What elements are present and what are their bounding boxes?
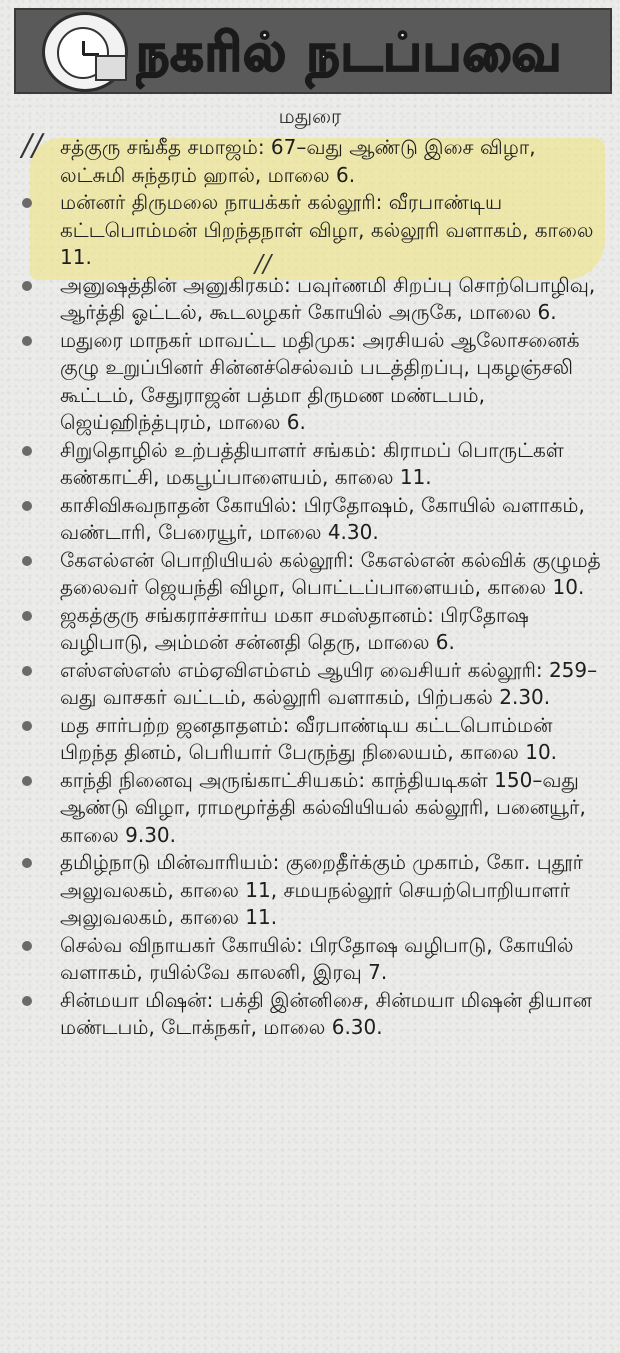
list-item: மத சார்பற்ற ஜனதாதளம்: வீரபாண்டிய கட்டபொம்மன் பிறந்த தினம், பெரியார் பேருந்து நிலையம், காலை 10. [0,712,620,767]
bullet [22,336,32,346]
list-item: ஜகத்குரு சங்கராச்சார்ய மகா சமஸ்தானம்: பிரதோஷ வழிபாடு, அம்மன் சன்னதி தெரு, மாலை 6. [0,602,620,657]
bullet [22,776,32,786]
masthead [14,8,612,94]
list-item: காந்தி நினைவு அருங்காட்சியகம்: காந்தியடிகள் 150–வது ஆண்டு விழா, ராமமூர்த்தி கல்வியியல் கல்லூரி, பனையூர், காலை 9.30. [0,767,620,850]
list-item: காசிவிசுவநாதன் கோயில்: பிரதோஷம், கோயில் வளாகம், வண்டாரி, பேரையூர், மாலை 4.30. [0,492,620,547]
list-item: தமிழ்நாடு மின்வாரியம்: குறைதீர்க்கும் முகாம், கோ. புதூர் அலுவலகம், காலை 11, சமயநல்லூர் செயற்பொறியாளர் அலுவலகம், காலை 11. [0,849,620,932]
bullet [22,611,32,621]
list-item: சின்மயா மிஷன்: பக்தி இன்னிசை, சின்மயா மிஷன் தியான மண்டபம், டோக்நகர், மாலை 6.30. [0,987,620,1042]
bullet [22,666,32,676]
clock-calendar-icon [42,12,128,92]
bullet [22,281,32,291]
pen-tick-mark: // [255,250,272,278]
list-item: எஸ்எஸ்எஸ் எம்ஏவிஎம்எம் ஆயிர வைசியர் கல்லூரி: 259–வது வாசகர் வட்டம், கல்லூரி வளாகம், பிற்பகல் 2.30. [0,657,620,712]
event-list [0,134,620,1042]
bullet [22,721,32,731]
list-item: சிறுதொழில் உற்பத்தியாளர் சங்கம்: கிராமப் பொருட்கள் கண்காட்சி, மகபூப்பாளையம், காலை 11. [0,437,620,492]
bullet [22,556,32,566]
column-title: நகரில் நடப்பவை [136,23,563,83]
list-item: செல்வ விநாயகர் கோயில்: பிரதோஷ வழிபாடு, கோயில் வளாகம், ரயில்வே காலனி, இரவு 7. [0,932,620,987]
bullet [22,446,32,456]
list-item: அனுஷத்தின் அனுகிரகம்: பவுர்ணமி சிறப்பு சொற்பொழிவு, ஆர்த்தி ஓட்டல், கூடலழகர் கோயில் அருகே, மாலை 6. [0,272,620,327]
calendar-card [95,55,127,81]
list-item: மன்னர் திருமலை நாயக்கர் கல்லூரி: வீரபாண்டிய கட்டபொம்மன் பிறந்தநாள் விழா, கல்லூரி வளாகம், காலை 11. [0,189,620,272]
pen-tick-mark: // [22,128,43,163]
list-item: கேஎல்என் பொறியியல் கல்லூரி: கேஎல்என் கல்விக் குழுமத் தலைவர் ஜெயந்தி விழா, பொட்டப்பாளையம், காலை 10. [0,547,620,602]
city-heading: மதுரை [278,104,342,128]
bullet [22,501,32,511]
bullet [22,941,32,951]
bullet [22,996,32,1006]
list-item: சத்குரு சங்கீத சமாஜம்: 67–வது ஆண்டு இசை விழா, லட்சுமி சுந்தரம் ஹால், மாலை 6. [60,135,536,187]
bullet [22,198,32,208]
list-item: மதுரை மாநகர் மாவட்ட மதிமுக: அரசியல் ஆலோசனைக் குழு உறுப்பினர் சின்னச்செல்வம் படத்திறப்பு, புகழஞ்சலி கூட்டம், சேதுராஜன் பத்மா திருமண மண்டபம், ஜெய்ஹிந்த்புரம், மாலை 6. [0,327,620,437]
bullet [22,858,32,868]
